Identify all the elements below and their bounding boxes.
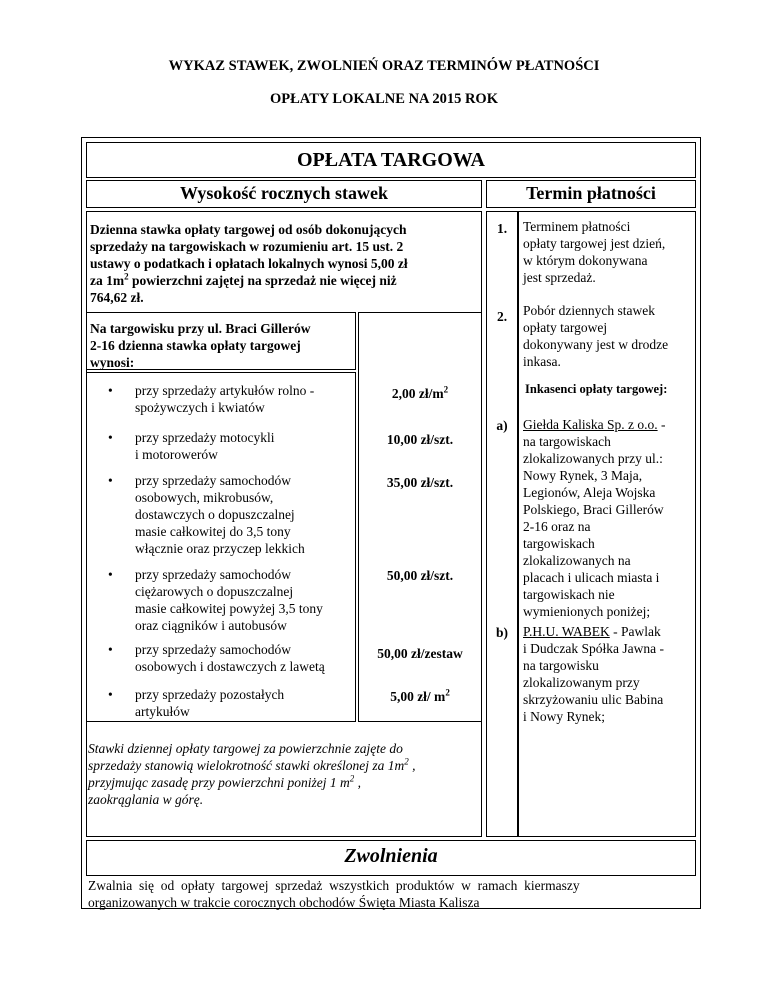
bullet-icon: • xyxy=(108,430,113,445)
bullet-icon: • xyxy=(108,567,113,582)
right-col-header: Termin płatności xyxy=(526,183,656,203)
collector-b: P.H.U. WABEK - Pawlak i Dudczak Spółka Jawna - na targowisku zlokalizowanym przy skrzyżowaniu ulic Babina i Nowy Rynek; xyxy=(523,624,664,724)
bullet-icon: • xyxy=(108,687,113,702)
item-rate: 2,00 $zł/m^2$ xyxy=(391,384,449,401)
payment-term-2: Pobór dziennych stawek opłaty targowej dokonywany jest w drodze inkasa. xyxy=(523,303,669,369)
collectors-title: Inkasenci opłaty targowej: xyxy=(525,382,668,396)
bullet-icon: • xyxy=(108,642,113,657)
item-letter: b) xyxy=(495,625,508,640)
document-title: WYKAZ STAWEK, ZWOLNIEŃ ORAZ TERMINÓW PŁATNOŚCI xyxy=(168,58,600,74)
item-letter: a) xyxy=(496,418,508,433)
left-col-header: Wysokość rocznych stawek xyxy=(180,183,388,203)
bullet-icon: • xyxy=(108,473,113,488)
item-rate: 5,00 zł/ $m^2$ xyxy=(390,687,450,704)
rates-note: Stawki dziennej opłaty targowej za powierzchnie zajęte do sprzedaży stanowią wielokrotność stawki określonej za $1m^2$ , przyjmując zasadę przy powierzchni poniżej 1 $m^2$ , zaokrąglania w górę. xyxy=(88,741,416,807)
exemptions-title: Zwolnienia xyxy=(344,845,438,867)
gillerow-text: Na targowisku przy ul. Braci Gillerów 2-16 dzienna stawka opłaty targowej wynosi: xyxy=(90,321,311,370)
item-rate: 10,00 zł/szt. xyxy=(386,432,454,447)
main-rate-text: Dzienna stawka opłaty targowej od osób dokonujących sprzedaży na targowiskach w rozumieniu art. 15 ust. 2 ustawy o podatkach i opłatach lokalnych wynosi 5,00 zł za $1m^2$ powierzchni zajętej na sprzedaż nie więcej niż 764,62 zł. xyxy=(90,222,408,305)
bullet-icon: • xyxy=(108,383,113,398)
document-subtitle: OPŁATY LOKALNE NA 2015 ROK xyxy=(270,91,498,107)
item-number: 2. xyxy=(496,309,508,324)
exemptions-text: Zwalnia się od opłaty targowej sprzedaż wszystkich produktów w ramach kiermaszy organizowanych w trakcie corocznych obchodów Święta Miasta Kalisza xyxy=(88,878,580,910)
payment-term-1: Terminem płatności opłaty targowej jest dzień, w którym dokonywana jest sprzedaż. xyxy=(523,219,666,285)
item-rate: 50,00 zł/szt. xyxy=(386,568,454,583)
item-rate: 35,00 zł/szt. xyxy=(386,475,454,490)
numbering-col xyxy=(486,211,518,837)
collector-a: Giełda Kaliska Sp. z o.o. - na targowiskach zlokalizowanych przy ul.: Nowy Rynek, 3 Maja, Legionów, Aleja Wojska Polskiego, Braci Gillerów 2-16 oraz na targowiskach zlokalizowanych na placach i ulicach miasta i targowiskach nie wymienionych poniżej; xyxy=(523,417,666,619)
item-rate: 50,00 zł/zestaw xyxy=(377,646,463,661)
item-number: 1. xyxy=(496,221,508,236)
section-title: OPŁATA TARGOWA xyxy=(297,149,485,171)
